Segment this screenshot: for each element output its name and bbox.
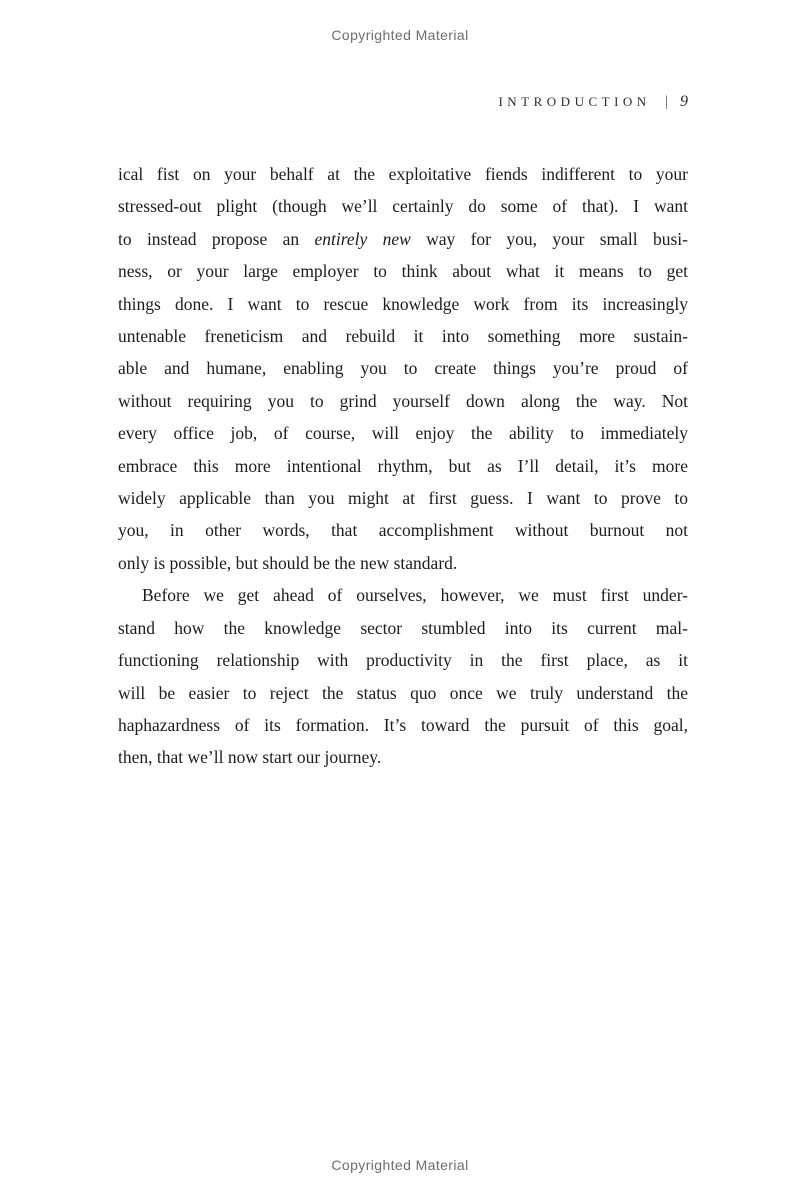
running-header: [118, 93, 688, 111]
paragraph: [118, 579, 688, 773]
text-line: [118, 579, 688, 611]
text-segment: ical fist on your behalf at the exploitative fiends indifferent to your: [118, 164, 688, 184]
text-segment: widely applicable than you might at first guess. I want to prove to: [118, 488, 688, 509]
text-segment: then, that we’ll now start our journey.: [118, 747, 382, 768]
text-segment: stand how the knowledge sector stumbled into its current mal-: [118, 617, 688, 638]
text-line: [118, 352, 688, 384]
text-segment: Before we get ahead of ourselves, however, we must first under-: [142, 585, 688, 606]
text-segment: embrace this more intentional rhythm, but as I’ll detail, it’s more: [118, 455, 688, 476]
text-line: [118, 450, 688, 482]
text-segment: way for you, your small busi-: [410, 228, 688, 249]
text-line: [118, 385, 688, 417]
text-segment: things done. I want to rescue knowledge work from its increasingly: [118, 293, 688, 314]
text-segment: ness, or your large employer to think about what it means to get: [118, 261, 688, 282]
text-segment: every office job, of course, will enjoy the ability to immediately: [118, 423, 688, 444]
text-line: [118, 288, 688, 320]
copyright-notice-bottom: Copyrighted Material: [331, 1157, 469, 1173]
text-line: [118, 158, 688, 190]
text-segment: haphazardness of its formation. It’s toward the pursuit of this goal,: [118, 714, 688, 735]
text-line: [118, 514, 688, 546]
text-line: [118, 741, 688, 773]
text-line: [118, 709, 688, 741]
text-line: [118, 190, 688, 222]
text-line: [118, 547, 688, 579]
text-segment: only is possible, but should be the new standard.: [118, 552, 458, 573]
text-segment: able and humane, enabling you to create things you’re proud of: [118, 358, 688, 379]
text-segment: stressed-out plight (though we’ll certainly do some of that). I want: [118, 196, 688, 217]
text-segment: will be easier to reject the status quo once we truly understand the: [118, 682, 688, 703]
text-line: [118, 223, 688, 255]
text-line: [118, 255, 688, 287]
text-line: [118, 320, 688, 352]
text-segment: without requiring you to grind yourself down along the way. Not: [118, 390, 688, 411]
emphasized-text: entirely new: [314, 228, 411, 249]
text-segment: to instead propose an: [118, 228, 315, 249]
text-line: [118, 482, 688, 514]
text-line: [118, 612, 688, 644]
text-segment: untenable freneticism and rebuild it into something more sustain-: [118, 326, 688, 347]
page-number: 9: [680, 93, 688, 110]
text-line: [118, 677, 688, 709]
text-line: [118, 644, 688, 676]
chapter-title: INTRODUCTION: [498, 94, 651, 109]
copyright-notice-top: Copyrighted Material: [331, 27, 469, 43]
text-segment: you, in other words, that accomplishment without burnout not: [118, 520, 688, 541]
paragraph: [118, 158, 688, 579]
body-text: [118, 158, 688, 774]
text-line: [118, 417, 688, 449]
header-divider: |: [665, 94, 668, 110]
text-segment: functioning relationship with productivity in the first place, as it: [118, 650, 688, 671]
